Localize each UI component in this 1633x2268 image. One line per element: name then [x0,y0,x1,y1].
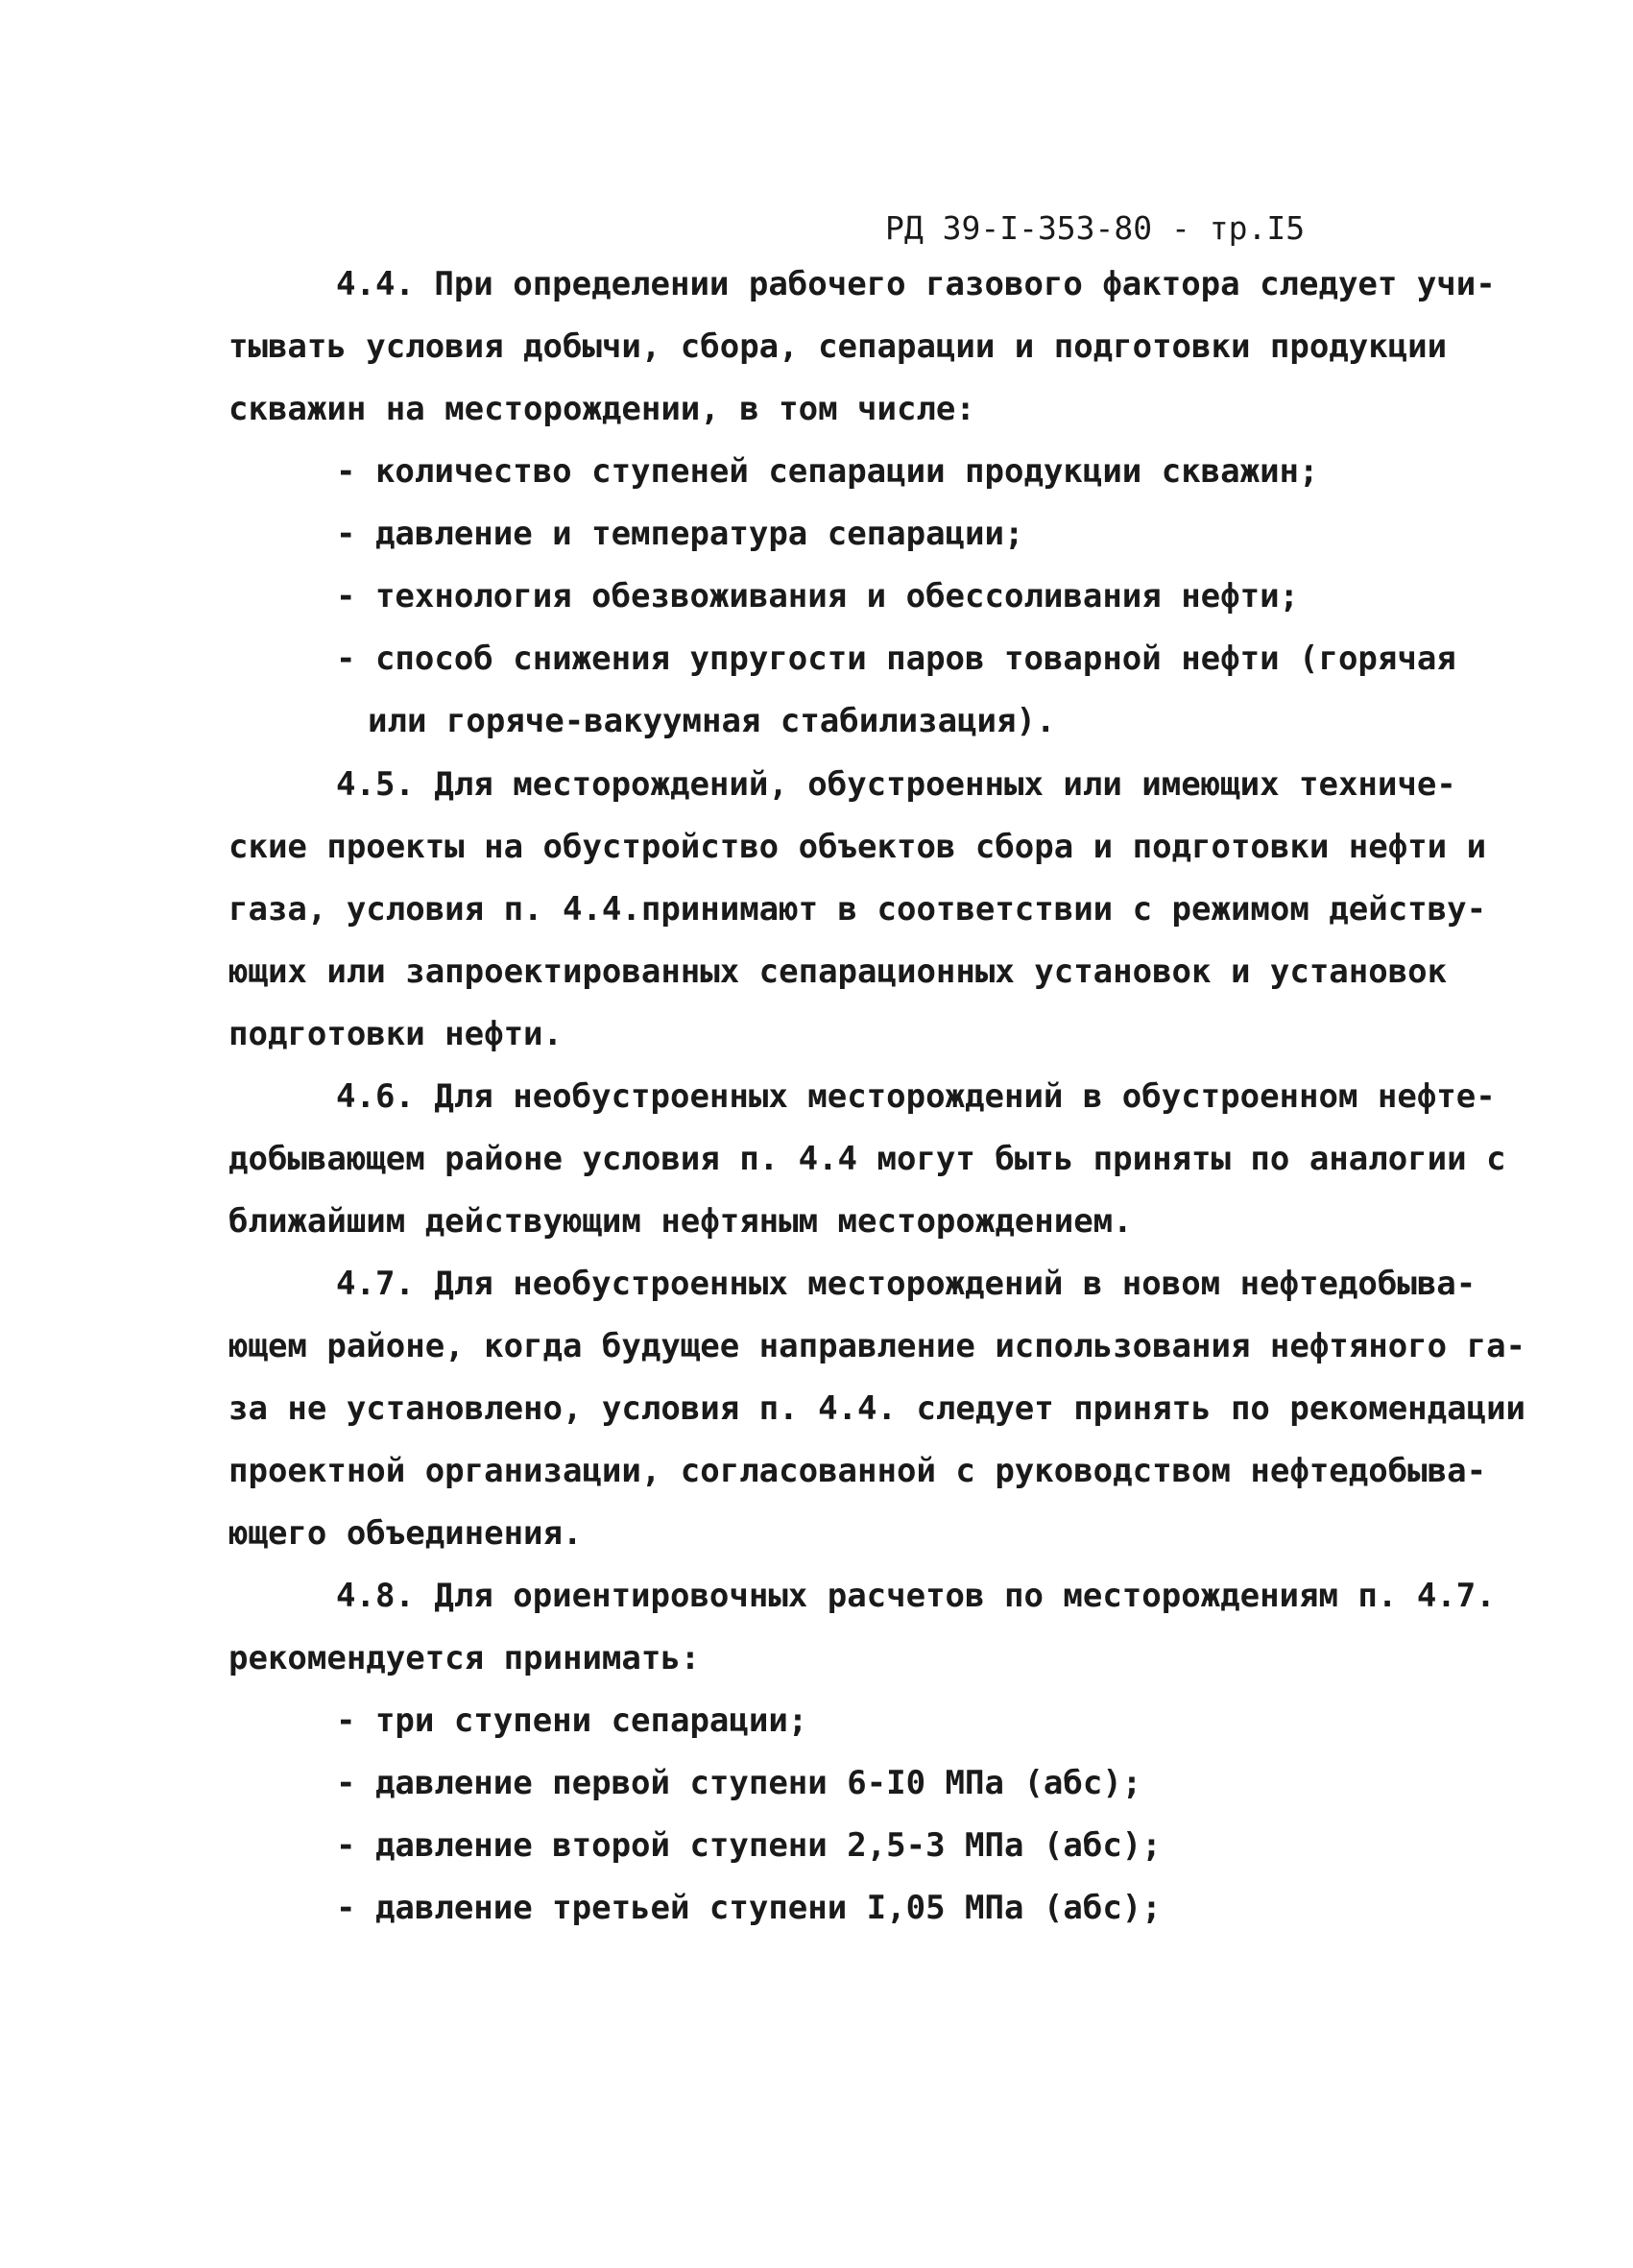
list-item: - количество ступеней сепарации продукции скважин; [336,452,1319,491]
text-line: проектной организации, согласованной с руководством нефтедобыва- [228,1452,1487,1490]
text-line: за не установлено, условия п. 4.4. следует принять по рекомендации [228,1389,1526,1428]
text-line: ющих или запроектированных сепарационных установок и установок [228,953,1448,991]
text-line: газа, условия п. 4.4.принимают в соответствии с режимом действу- [228,890,1487,929]
page-header: РД 39-I-353-80 - тр.I5 [885,209,1306,247]
text-line: подготовки нефти. [228,1015,563,1053]
text-line: добывающем районе условия п. 4.4 могут быть приняты по аналогии с [228,1140,1506,1178]
list-item: - давление второй ступени 2,5-3 МПа (абс); [336,1826,1162,1865]
text-line: 4.4. При определении рабочего газового фактора следует учи- [336,265,1496,303]
text-line: ющего объединения. [228,1514,583,1553]
text-line: 4.5. Для месторождений, обустроенных или имеющих техниче- [336,765,1456,804]
text-line: 4.6. Для необустроенных месторождений в обустроенном нефте- [336,1077,1496,1116]
list-item: - технология обезвоживания и обессоливания нефти; [336,577,1300,615]
list-item: - давление и температура сепарации; [336,515,1024,553]
list-item: - способ снижения упругости паров товарной нефти (горячая [336,639,1456,678]
text-line: 4.7. Для необустроенных месторождений в новом нефтедобыва- [336,1265,1477,1303]
text-line: ближайшим действующим нефтяным месторождением. [228,1202,1133,1241]
list-item: - давление третьей ступени I,05 МПа (абс); [336,1889,1162,1927]
text-line: или горяче-вакуумная стабилизация). [368,702,1056,740]
list-item: - три ступени сепарации; [336,1701,808,1740]
text-line: ющем районе, когда будущее направление использования нефтяного га- [228,1327,1526,1365]
text-line: ские проекты на обустройство объектов сбора и подготовки нефти и [228,828,1487,866]
text-line: 4.8. Для ориентировочных расчетов по месторождениям п. 4.7. [336,1577,1496,1615]
list-item: - давление первой ступени 6-I0 МПа (абс); [336,1764,1142,1802]
text-line: скважин на месторождении, в том числе: [228,390,975,428]
text-line: тывать условия добычи, сбора, сепарации и подготовки продукции [228,327,1448,366]
text-line: рекомендуется принимать: [228,1639,701,1677]
